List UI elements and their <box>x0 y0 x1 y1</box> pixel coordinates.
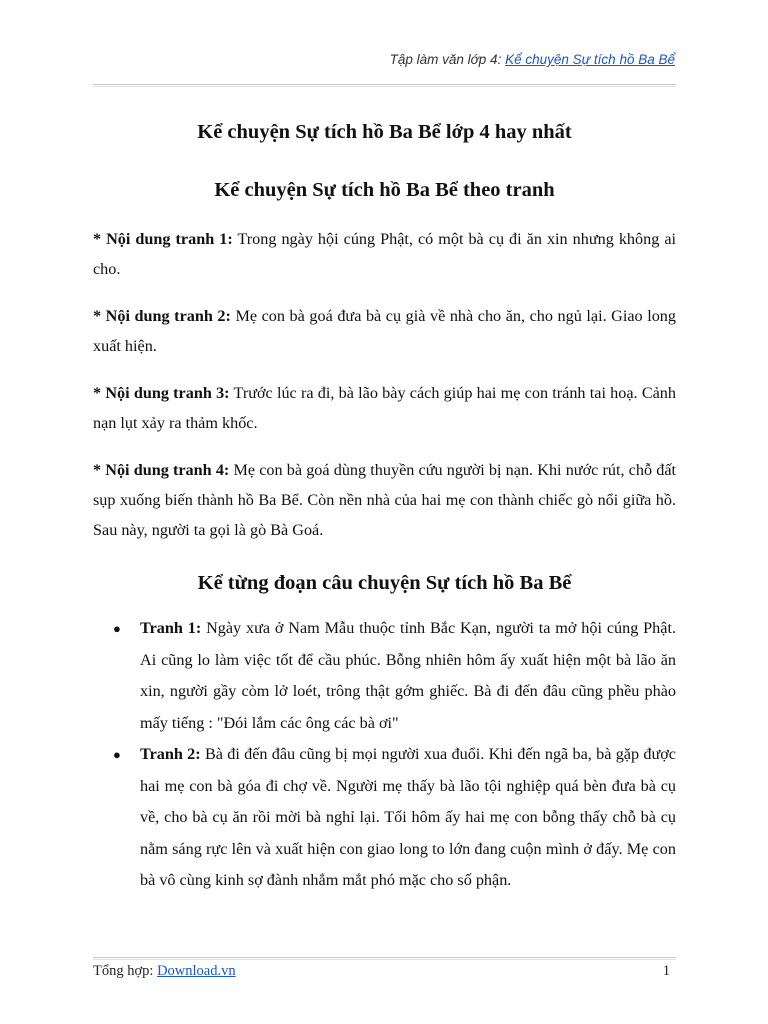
bullet-icon: ● <box>113 747 121 762</box>
scene-text: Mẹ con bà goá dùng thuyền cứu người bị nạn. Khi nước rút, chỗ đất sụp xuống biến thành hồ Ba Bể. Còn nền nhà của hai mẹ con thành chiếc gò nổi giữa hồ. Sau này, người ta gọi là gò Bà Goá. <box>93 461 677 539</box>
part-text: Bà đi đến đâu cũng bị mọi người xua đuổi. Khi đến ngã ba, bà gặp được hai mẹ con bà góa đi chợ về. Người mẹ thấy bà lão tội nghiệp quá bèn đưa bà cụ về, cho bà cụ ăn rồi mời bà nghỉ lại. Tối hôm ấy hai mẹ con bỗng thấy chỗ bà cụ nằm sáng rực lên và xuất hiện con giao long to lớn đang cuộn mình ở đấy. Mẹ con bà vô cùng kinh sợ đành nhắm mắt phó mặc cho số phận. <box>140 745 676 889</box>
footer-divider <box>93 957 676 960</box>
scene-4-paragraph <box>93 455 676 545</box>
scene-label: * Nội dung tranh 2: <box>93 307 231 325</box>
scene-label: * Nội dung tranh 4: <box>93 461 230 479</box>
list-item <box>93 613 676 739</box>
document-body <box>93 118 676 897</box>
document-title: Kể chuyện Sự tích hồ Ba Bể lớp 4 hay nhất <box>197 121 572 143</box>
scene-1-paragraph <box>93 224 676 284</box>
scene-label: * Nội dung tranh 3: <box>93 384 230 402</box>
section-heading-picture-story: Kể chuyện Sự tích hồ Ba Bể theo tranh <box>214 179 555 201</box>
list-item <box>93 739 676 897</box>
part-label: Tranh 2: <box>140 745 201 763</box>
scene-2-paragraph <box>93 301 676 361</box>
footer-link[interactable]: Download.vn <box>157 963 236 979</box>
section-heading-story-parts: Kể từng đoạn câu chuyện Sự tích hồ Ba Bể <box>197 572 572 594</box>
part-label: Tranh 1: <box>140 619 202 637</box>
header-prefix: Tập làm văn lớp 4: <box>389 52 506 67</box>
part-text: Ngày xưa ở Nam Mẫu thuộc tỉnh Bắc Kạn, người ta mở hội cúng Phật. Ai cũng lo làm việc tốt để cầu phúc. Bỗng nhiên hôm ấy xuất hiện một bà lão ăn xin, người gầy còm lở loét, trông thật gớm ghiếc. Bà đi đến đâu cũng phều phào mấy tiếng : "Đói lắm các ông các bà ơi" <box>140 619 676 732</box>
page-footer <box>93 963 676 980</box>
header-divider <box>93 84 676 87</box>
page-header <box>390 52 675 67</box>
scene-label: * Nội dung tranh 1: <box>93 230 233 248</box>
header-link[interactable]: Kể chuyện Sự tích hồ Ba Bể <box>505 52 675 67</box>
scene-text: Trong ngày hội cúng Phật, có một bà cụ đi ăn xin nhưng không ai cho. <box>93 230 677 278</box>
scene-text: Mẹ con bà goá đưa bà cụ già về nhà cho ăn, cho ngủ lại. Giao long xuất hiện. <box>93 307 676 355</box>
story-parts-list <box>93 613 676 897</box>
page-number: 1 <box>662 963 670 979</box>
bullet-icon: ● <box>113 621 121 636</box>
footer-prefix: Tổng hợp: <box>93 963 158 979</box>
scene-text: Trước lúc ra đi, bà lão bày cách giúp hai mẹ con tránh tai hoạ. Cảnh nạn lụt xảy ra thảm khốc. <box>93 384 676 432</box>
scene-3-paragraph <box>93 378 676 438</box>
